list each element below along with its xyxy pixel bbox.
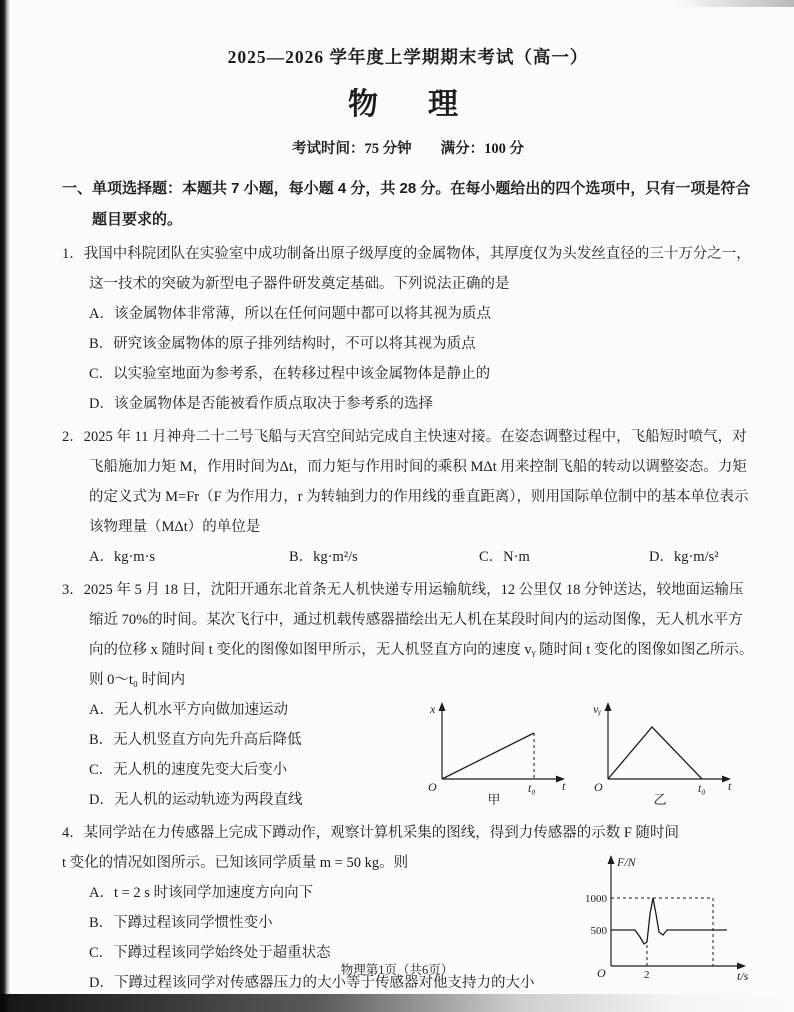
jia-origin-label: O xyxy=(428,779,437,794)
question-1-stem: 1．我国中科院团队在实验室中成功制备出原子级厚度的金属物体，其厚度仅为头发丝直径的三十万分之一，这一技术的突破为新型电子器件研发奠定基础。下列说法正确的是 xyxy=(62,245,751,292)
question-2-option-d: D．kg·m/s² xyxy=(649,548,719,565)
question-1 xyxy=(62,239,754,419)
exam-info: 考试时间：75 分钟 满分：100 分 xyxy=(292,141,524,157)
figure-jia-displacement-time-graph xyxy=(422,697,574,805)
q4-origin-label: O xyxy=(597,965,606,980)
yi-t0-label: t₀ xyxy=(698,780,706,795)
question-4-stem: 4．某同学站在力传感器上完成下蹲动作，观察计算机采集的图线，得到力传感器的示数 F 随时间 xyxy=(62,824,680,841)
question-4-stem-continued: t 变化的情况如图所示。已知该同学质量 m = 50 kg。则 xyxy=(62,854,409,871)
figure-yi-velocity-time-graph xyxy=(588,697,740,805)
question-3-option-b: B．无人机竖直方向先升高后降低 xyxy=(89,731,302,748)
exam-title: 2025—2026 学年度上学期期末考试（高一） xyxy=(227,47,589,67)
question-3-option-c: C．无人机的速度先变大后变小 xyxy=(89,761,288,778)
jia-caption: 甲 xyxy=(487,791,501,805)
question-2-option-c: C．N·m xyxy=(479,548,530,565)
page-footer: 物理第1页（共6页） xyxy=(340,963,454,977)
scan-edge-left xyxy=(0,0,10,1012)
section-heading: 一、单项选择题：本题共 7 小题，每小题 4 分，共 28 分。在每小题给出的四个选项中，只有一项是符合题目要求的。 xyxy=(62,180,751,228)
question-3-stem: 3．2025 年 5 月 18 日，沈阳开通东北首条无人机快递专用运输航线，12 公里仅 18 分钟送达，较地面运输压缩近 70%的时间。某次飞行中，通过机载传感器描绘出无人机在某段时间内的运动图像，无人机水平方向的位移 x 随时间 t 变化的图像如图甲所示，无人机竖直方向的速度 vᵧ 随时间 t 变化的图像如图乙所示。则 0～t₀ 时间内 xyxy=(62,581,754,688)
question-2-option-b: B．kg·m²/s xyxy=(289,548,358,565)
question-4-option-d: D．下蹲过程该同学对传感器压力的大小等于传感器对他支持力的大小 xyxy=(89,974,535,991)
question-3-figures xyxy=(422,697,740,805)
yi-x-axis-label: t xyxy=(728,778,732,793)
question-2 xyxy=(62,422,754,572)
question-1-option-b: B．研究该金属物体的原子排列结构时，不可以将其视为质点 xyxy=(89,335,476,352)
q4-x-axis-label: t/s xyxy=(737,968,749,982)
question-3-option-a: A．无人机水平方向做加速运动 xyxy=(89,701,288,718)
jia-y-axis-label: x xyxy=(430,701,436,716)
jia-t0-label: t₀ xyxy=(528,780,536,795)
question-4-option-b: B．下蹲过程该同学惯性变小 xyxy=(89,914,273,931)
page-content xyxy=(62,36,754,998)
subject-title: 物 理 xyxy=(348,88,468,121)
question-3 xyxy=(62,575,754,815)
yi-origin-label: O xyxy=(594,779,603,794)
question-2-options xyxy=(62,542,754,572)
question-3-option-d: D．无人机的运动轨迹为两段直线 xyxy=(89,791,303,808)
q4-y-axis-label: F/N xyxy=(617,854,636,869)
question-2-option-a: A．kg·m·s xyxy=(89,548,156,565)
scan-edge-top-right xyxy=(674,0,794,7)
yi-caption: 乙 xyxy=(653,791,667,805)
question-3-options xyxy=(62,695,422,815)
question-2-stem: 2．2025 年 11 月神舟二十二号飞船与天宫空间站完成自主快速对接。在姿态调整过程中，飞船短时喷气，对飞船施加力矩 M，作用时间为Δt，而力矩与作用时间的乘积 MΔt 用来控制飞船的转动以调整姿态。力矩的定义式为 M=Fr（F 为作用力，r 为转轴到力的作用线的垂直距离），则用国际单位制中的基本单位表示该物理量（MΔt）的单位是 xyxy=(62,428,749,535)
question-1-option-c: C．以实验室地面为参考系，在转移过程中该金属物体是静止的 xyxy=(89,365,491,382)
q4-tick-2: 2 xyxy=(644,968,650,981)
q4-tick-1000: 1000 xyxy=(585,892,607,905)
question-4-option-a: A．t = 2 s 时该同学加速度方向向下 xyxy=(89,884,314,901)
q4-tick-500: 500 xyxy=(590,924,607,937)
question-1-option-a: A．该金属物体非常薄，所以在任何问题中都可以将其视为质点 xyxy=(89,305,491,322)
scan-edge-bottom xyxy=(0,994,794,1012)
jia-x-axis-label: t xyxy=(562,778,566,793)
question-4-option-c: C．下蹲过程该同学始终处于超重状态 xyxy=(89,944,331,961)
question-1-option-d: D．该金属物体是否能被看作质点取决于参考系的选择 xyxy=(89,395,433,412)
yi-y-axis-label: vᵧ xyxy=(593,701,602,716)
